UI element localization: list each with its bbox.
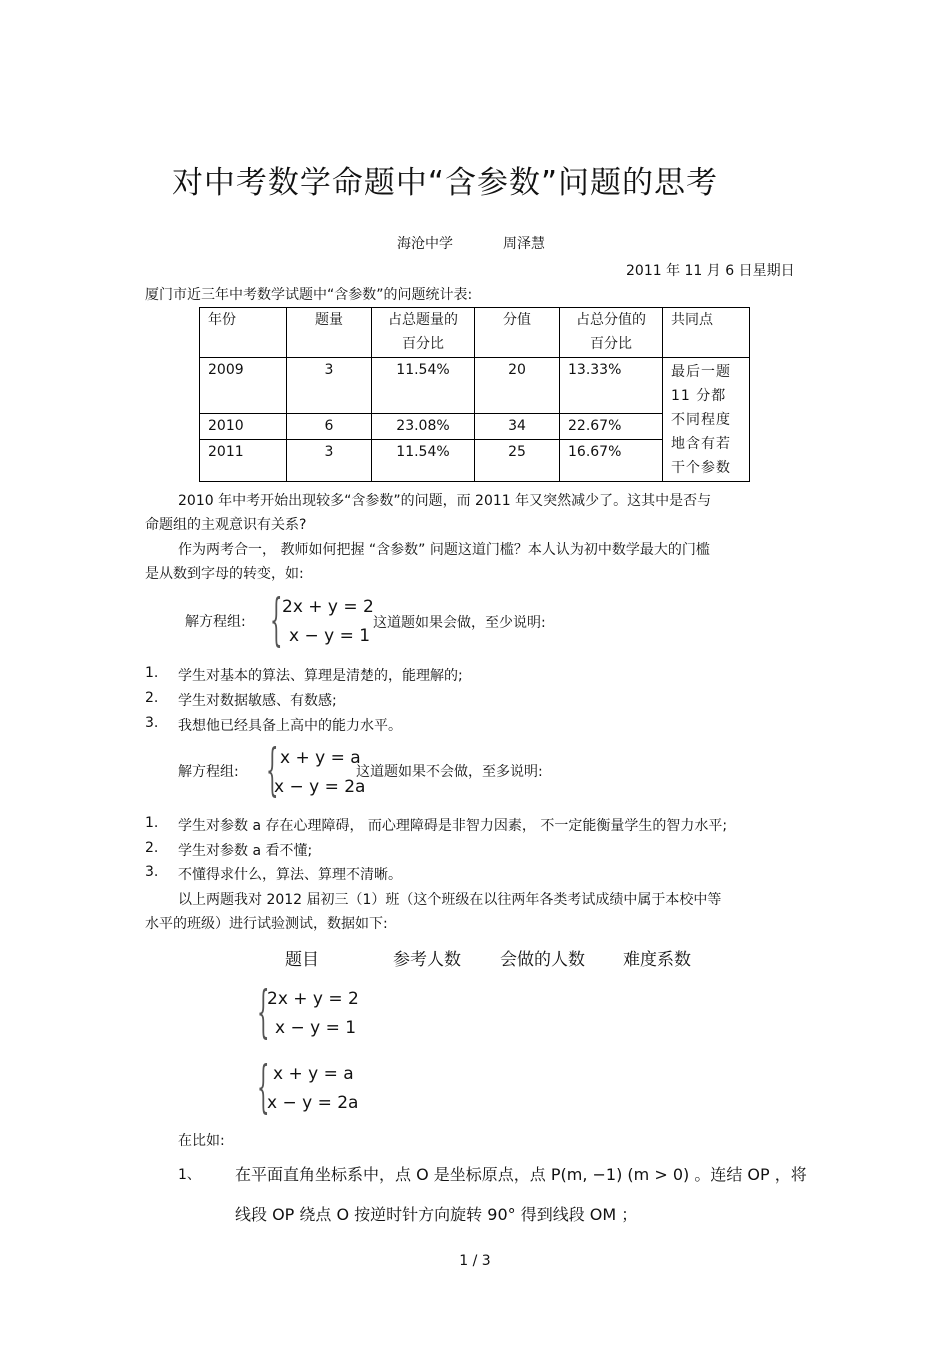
equation-2-line-2: x − y = 2a <box>274 777 366 797</box>
example-intro: 在比如: <box>178 1133 225 1149</box>
list-2-item: 不懂得求什么，算法、算理不清晰。 <box>178 867 402 883</box>
page-title: 对中考数学命题中“含参数”问题的思考 <box>171 165 719 201</box>
header-count-pct: 占总题量的 百分比 <box>372 308 475 358</box>
paragraph-2-line-1: 作为两考合一， 教师如何把握 “含参数” 问题这道门槛？本人认为初中数学最大的门槛 <box>178 542 710 558</box>
cell-score: 34 <box>475 414 560 440</box>
author-name: 周泽慧 <box>503 236 545 252</box>
paragraph-3-line-1: 以上两题我对 2012 届初三（1）班（这个班级在以往两年各类考试成绩中属于本校中等 <box>178 892 722 908</box>
cell-common: 最后一题 11 分都不同程度地含有若干个参数 <box>663 358 750 482</box>
cell-year: 2009 <box>200 358 287 414</box>
list-1-item: 学生对基本的算法、算理是清楚的，能理解的; <box>178 668 463 684</box>
statistics-table <box>199 307 750 482</box>
list-1-number: 2. <box>145 690 159 706</box>
results-header-participants: 参考人数 <box>393 950 461 970</box>
cell-count: 3 <box>287 440 372 482</box>
cell-score-pct: 13.33% <box>560 358 663 414</box>
results-header-solved: 会做的人数 <box>500 950 585 970</box>
equation-2-note: 这道题如果不会做，至多说明: <box>356 764 543 780</box>
equation-2-label: 解方程组: <box>178 764 239 780</box>
equation-2-brace: { <box>266 738 279 803</box>
header-score: 分值 <box>475 308 560 358</box>
equation-1-brace: { <box>270 588 283 653</box>
table-row <box>200 358 750 414</box>
cell-count-pct: 11.54% <box>372 358 475 414</box>
equation-3-brace: { <box>257 980 270 1045</box>
table-intro: 厦门市近三年中考数学试题中“含参数”的问题统计表: <box>145 287 473 303</box>
paragraph-2-line-2: 是从数到字母的转变，如: <box>145 566 304 582</box>
cell-count-pct: 11.54% <box>372 440 475 482</box>
cell-count: 6 <box>287 414 372 440</box>
equation-1-line-2: x − y = 1 <box>289 626 371 646</box>
header-score-pct: 占总分值的 百分比 <box>560 308 663 358</box>
list-1-number: 1. <box>145 665 159 681</box>
list-2-number: 1. <box>145 815 159 831</box>
paragraph-3-line-2: 水平的班级）进行试验测试，数据如下: <box>145 916 388 932</box>
list-2-item: 学生对参数 a 看不懂; <box>178 843 313 859</box>
equation-3-line-2: x − y = 1 <box>275 1018 357 1038</box>
table-header-row <box>200 308 750 358</box>
cell-count-pct: 23.08% <box>372 414 475 440</box>
example-number: 1、 <box>178 1167 201 1183</box>
list-2-number: 2. <box>145 840 159 856</box>
cell-score: 25 <box>475 440 560 482</box>
list-1-number: 3. <box>145 715 159 731</box>
header-count: 题量 <box>287 308 372 358</box>
paragraph-1-line-2: 命题组的主观意识有关系? <box>145 517 307 533</box>
cell-year: 2011 <box>200 440 287 482</box>
results-header-difficulty: 难度系数 <box>623 950 691 970</box>
equation-3-line-1: 2x + y = 2 <box>267 989 359 1009</box>
header-common: 共同点 <box>663 308 750 358</box>
cell-score: 20 <box>475 358 560 414</box>
results-header-question: 题目 <box>285 950 319 970</box>
example-line-1: 在平面直角坐标系中，点 O 是坐标原点，点 P(m, −1) (m > 0) 。连结 OP ，将 <box>235 1165 807 1184</box>
cell-score-pct: 22.67% <box>560 414 663 440</box>
equation-1-note: 这道题如果会做，至少说明: <box>373 615 546 631</box>
equation-1-line-1: 2x + y = 2 <box>282 597 374 617</box>
list-1-item: 我想他已经具备上高中的能力水平。 <box>178 718 402 734</box>
equation-4-line-2: x − y = 2a <box>267 1093 359 1113</box>
header-year: 年份 <box>200 308 287 358</box>
list-2-item: 学生对参数 a 存在心理障碍， 而心理障碍是非智力因素， 不一定能衡量学生的智力水平; <box>178 818 728 834</box>
example-line-2: 线段 OP 绕点 O 按逆时针方向旋转 90° 得到线段 OM ； <box>235 1205 638 1224</box>
equation-4-brace: { <box>257 1055 270 1120</box>
equation-1-label: 解方程组: <box>185 614 246 630</box>
equation-4-line-1: x + y = a <box>273 1064 354 1084</box>
list-1-item: 学生对数据敏感、有数感; <box>178 693 337 709</box>
equation-2-line-1: x + y = a <box>280 748 361 768</box>
paragraph-1-line-1: 2010 年中考开始出现较多“含参数”的问题，而 2011 年又突然减少了。这其中是否与 <box>178 493 712 509</box>
list-2-number: 3. <box>145 864 159 880</box>
page-number: 1 / 3 <box>459 1253 491 1269</box>
cell-count: 3 <box>287 358 372 414</box>
cell-year: 2010 <box>200 414 287 440</box>
author-school: 海沧中学 <box>397 236 453 252</box>
date: 2011 年 11 月 6 日星期日 <box>626 263 795 279</box>
cell-score-pct: 16.67% <box>560 440 663 482</box>
